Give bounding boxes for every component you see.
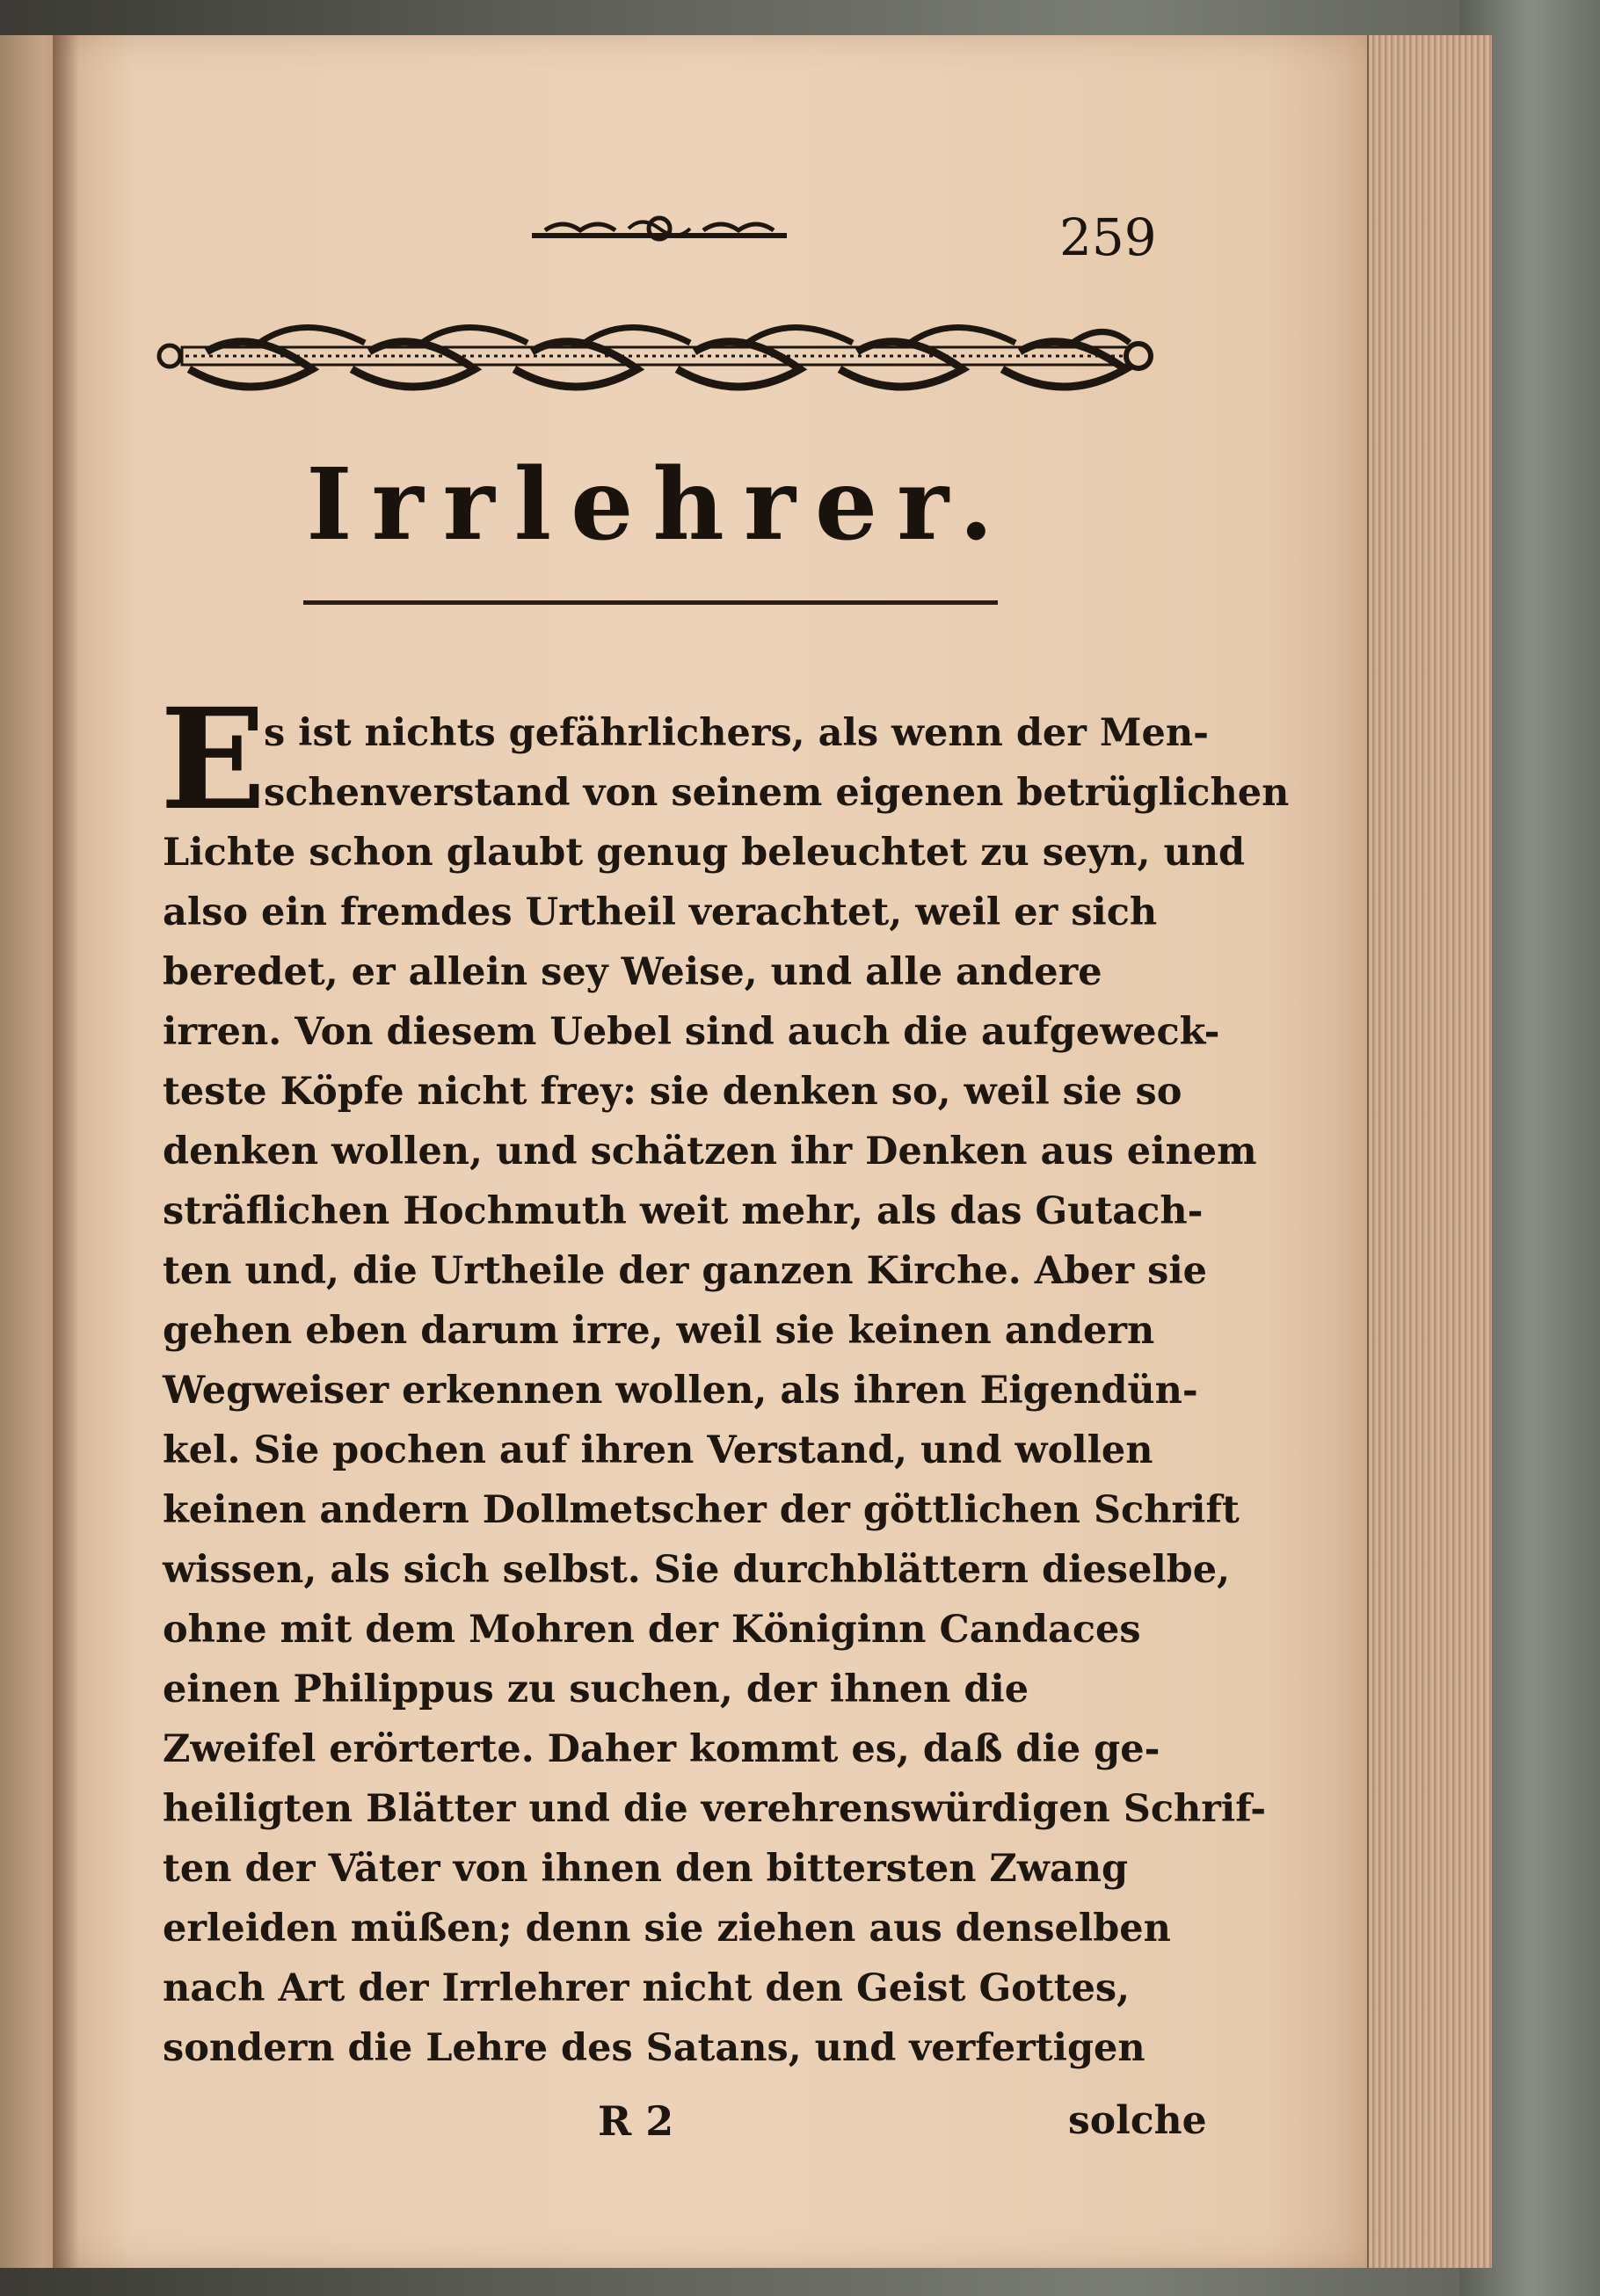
printer-signature-mark: R 2 bbox=[598, 2097, 674, 2145]
body-line: ten der Väter von ihnen den bittersten Zwang bbox=[163, 1847, 1129, 1891]
body-line: Lichte schon glaubt genug beleuchtet zu seyn, und bbox=[163, 831, 1246, 875]
body-line: kel. Sie pochen auf ihren Verstand, und wollen bbox=[163, 1428, 1153, 1472]
body-line: s ist nichts gefährlichers, als wenn der Men- bbox=[264, 711, 1209, 755]
body-line: ten und, die Urtheile der ganzen Kirche. Aber sie bbox=[163, 1249, 1208, 1293]
body-line: schenverstand von seinem eigenen betrüglichen bbox=[264, 771, 1290, 815]
body-line: gehen eben darum irre, weil sie keinen andern bbox=[163, 1309, 1155, 1353]
page-number: 259 bbox=[1059, 207, 1157, 267]
decorative-border-ornament bbox=[154, 308, 1156, 404]
body-line: sträflichen Hochmuth weit mehr, als das Gutach- bbox=[163, 1189, 1204, 1233]
body-line: teste Köpfe nicht frey: sie denken so, weil sie so bbox=[163, 1070, 1182, 1114]
body-line: denken wollen, und schätzen ihr Denken aus einem bbox=[163, 1130, 1257, 1173]
body-line: erleiden müßen; denn sie ziehen aus denselben bbox=[163, 1907, 1171, 1951]
title-underline-rule bbox=[303, 600, 998, 605]
body-line: ohne mit dem Mohren der Königinn Candaces bbox=[163, 1608, 1141, 1652]
body-line: heiligten Blätter und die verehrenswürdigen Schrif- bbox=[163, 1787, 1267, 1831]
body-line: einen Philippus zu suchen, der ihnen die bbox=[163, 1668, 1029, 1711]
page-gutter-shadow bbox=[53, 35, 79, 2268]
drop-cap-initial: E bbox=[160, 679, 266, 841]
body-line: sondern die Lehre des Satans, und verfertigen bbox=[163, 2026, 1145, 2070]
head-ornament bbox=[527, 211, 791, 246]
body-line: Zweifel erörterte. Daher kommt es, daß die ge- bbox=[163, 1727, 1160, 1771]
body-line: keinen andern Dollmetscher der göttlichen Schrift bbox=[163, 1488, 1240, 1532]
catchword: solche bbox=[1068, 2098, 1207, 2143]
body-line: Wegweiser erkennen wollen, als ihren Eigendün- bbox=[163, 1369, 1198, 1413]
body-line: beredet, er allein sey Weise, und alle andere bbox=[163, 950, 1102, 994]
body-line: nach Art der Irrlehrer nicht den Geist Gottes, bbox=[163, 1966, 1131, 2010]
page-stack-edges bbox=[1367, 35, 1492, 2268]
body-line: wissen, als sich selbst. Sie durchblättern dieselbe, bbox=[163, 1548, 1231, 1592]
chapter-title: Irrlehrer. bbox=[306, 447, 1013, 563]
body-line: irren. Von diesem Uebel sind auch die aufgeweck- bbox=[163, 1010, 1220, 1054]
body-line: also ein fremdes Urtheil verachtet, weil er sich bbox=[163, 890, 1158, 934]
